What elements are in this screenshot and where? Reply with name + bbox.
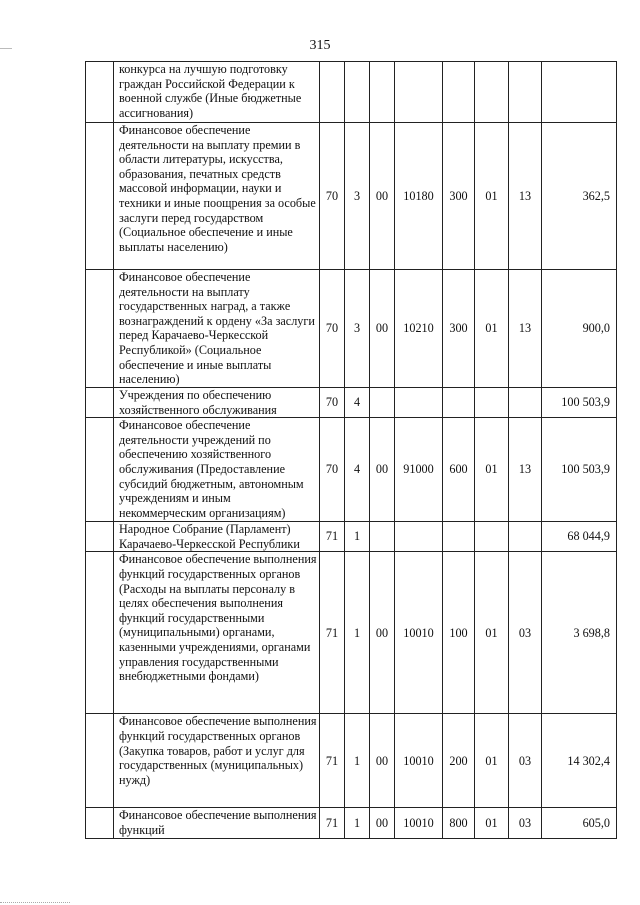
row-description: Финансовое обеспечение деятельности на выплату премии в области литературы, искусства, образования, печатных средств массовой информации, науки и техники и иные поощрения за особые заслуги перед государством (Социальное обеспечение и иные выплаты населению) [114, 123, 320, 270]
code-cell-c7: 13 [509, 270, 542, 388]
page-number: 315 [309, 38, 331, 53]
table-row [86, 522, 617, 552]
code-cell-c3: 00 [370, 552, 395, 714]
scan-edge-mark-bottom [0, 902, 70, 904]
row-index-cell [86, 714, 114, 808]
code-cell-c7 [509, 388, 542, 418]
row-description: конкурса на лучшую подготовку граждан Российской Федерации к военной службе (Иные бюджетные ассигнования) [114, 62, 320, 123]
code-cell-c1: 70 [320, 123, 345, 270]
table-row [86, 552, 617, 714]
code-cell-c1: 71 [320, 808, 345, 838]
row-index-cell [86, 270, 114, 388]
code-cell-c5: 600 [443, 418, 475, 522]
code-cell-c6: 01 [475, 418, 509, 522]
table-row [86, 714, 617, 808]
row-index-cell [86, 388, 114, 418]
row-description: Финансовое обеспечение выполнения функций [114, 808, 320, 838]
code-cell-c7 [509, 62, 542, 123]
code-cell-c6: 01 [475, 808, 509, 838]
code-cell-c7 [509, 522, 542, 552]
code-cell-c3 [370, 522, 395, 552]
code-cell-c6 [475, 388, 509, 418]
table-row [86, 388, 617, 418]
code-cell-c1 [320, 62, 345, 123]
amount-cell: 14 302,4 [542, 714, 617, 808]
code-cell-c5: 800 [443, 808, 475, 838]
code-cell-c6 [475, 522, 509, 552]
code-cell-c3: 00 [370, 123, 395, 270]
code-cell-c1: 71 [320, 714, 345, 808]
amount-cell: 362,5 [542, 123, 617, 270]
amount-cell: 900,0 [542, 270, 617, 388]
amount-cell: 3 698,8 [542, 552, 617, 714]
row-index-cell [86, 418, 114, 522]
code-cell-c5: 300 [443, 270, 475, 388]
code-cell-c5 [443, 388, 475, 418]
amount-cell [542, 62, 617, 123]
table-row [86, 270, 617, 388]
amount-cell: 100 503,9 [542, 388, 617, 418]
code-cell-c2: 1 [345, 714, 370, 808]
row-index-cell [86, 522, 114, 552]
code-cell-c2 [345, 62, 370, 123]
code-cell-c2: 4 [345, 418, 370, 522]
code-cell-c2: 3 [345, 270, 370, 388]
code-cell-c3 [370, 62, 395, 123]
code-cell-c4: 10180 [395, 123, 443, 270]
code-cell-c6: 01 [475, 270, 509, 388]
code-cell-c6: 01 [475, 714, 509, 808]
row-description: Финансовое обеспечение деятельности на выплату государственных наград, а также вознаграждений к ордену «За заслуги перед Карачаево-Черкесской Республикой» (Социальное обеспечение и иные выплаты населению) [114, 270, 320, 388]
row-index-cell [86, 62, 114, 123]
code-cell-c2: 1 [345, 808, 370, 838]
code-cell-c4: 91000 [395, 418, 443, 522]
code-cell-c2: 4 [345, 388, 370, 418]
amount-cell: 100 503,9 [542, 418, 617, 522]
row-description: Финансовое обеспечение выполнения функций государственных органов (Расходы на выплаты персоналу в целях обеспечения выполнения функций государственными (муниципальными) органами, казенными учреждениями, органами управления государственными внебюджетными фондами) [114, 552, 320, 714]
row-index-cell [86, 808, 114, 838]
table-row [86, 123, 617, 270]
code-cell-c4: 10010 [395, 552, 443, 714]
code-cell-c3: 00 [370, 808, 395, 838]
budget-table [85, 61, 617, 839]
code-cell-c7: 13 [509, 123, 542, 270]
code-cell-c4 [395, 522, 443, 552]
row-description: Финансовое обеспечение деятельности учреждений по обеспечению хозяйственного обслуживания (Предоставление субсидий бюджетным, автономным учреждениям и иным некоммерческим организациям) [114, 418, 320, 522]
amount-cell: 68 044,9 [542, 522, 617, 552]
code-cell-c2: 1 [345, 552, 370, 714]
table-row [86, 418, 617, 522]
code-cell-c1: 70 [320, 388, 345, 418]
code-cell-c6: 01 [475, 123, 509, 270]
row-description: Народное Собрание (Парламент) Карачаево-Черкесской Республики [114, 522, 320, 552]
code-cell-c7: 03 [509, 552, 542, 714]
table-row [86, 62, 617, 123]
row-index-cell [86, 123, 114, 270]
code-cell-c7: 03 [509, 808, 542, 838]
code-cell-c1: 70 [320, 418, 345, 522]
code-cell-c3 [370, 388, 395, 418]
code-cell-c1: 70 [320, 270, 345, 388]
code-cell-c2: 3 [345, 123, 370, 270]
code-cell-c4 [395, 388, 443, 418]
table-row [86, 808, 617, 838]
code-cell-c7: 13 [509, 418, 542, 522]
row-description: Учреждения по обеспечению хозяйственного обслуживания [114, 388, 320, 418]
code-cell-c1: 71 [320, 552, 345, 714]
code-cell-c5: 300 [443, 123, 475, 270]
code-cell-c5 [443, 62, 475, 123]
code-cell-c7: 03 [509, 714, 542, 808]
code-cell-c3: 00 [370, 714, 395, 808]
code-cell-c3: 00 [370, 270, 395, 388]
code-cell-c6 [475, 62, 509, 123]
row-description: Финансовое обеспечение выполнения функций государственных органов (Закупка товаров, работ и услуг для государственных (муниципальных) нужд) [114, 714, 320, 808]
amount-cell: 605,0 [542, 808, 617, 838]
code-cell-c1: 71 [320, 522, 345, 552]
code-cell-c5 [443, 522, 475, 552]
row-index-cell [86, 552, 114, 714]
code-cell-c6: 01 [475, 552, 509, 714]
code-cell-c4 [395, 62, 443, 123]
code-cell-c4: 10010 [395, 714, 443, 808]
code-cell-c4: 10210 [395, 270, 443, 388]
code-cell-c2: 1 [345, 522, 370, 552]
code-cell-c5: 100 [443, 552, 475, 714]
code-cell-c5: 200 [443, 714, 475, 808]
code-cell-c4: 10010 [395, 808, 443, 838]
code-cell-c3: 00 [370, 418, 395, 522]
